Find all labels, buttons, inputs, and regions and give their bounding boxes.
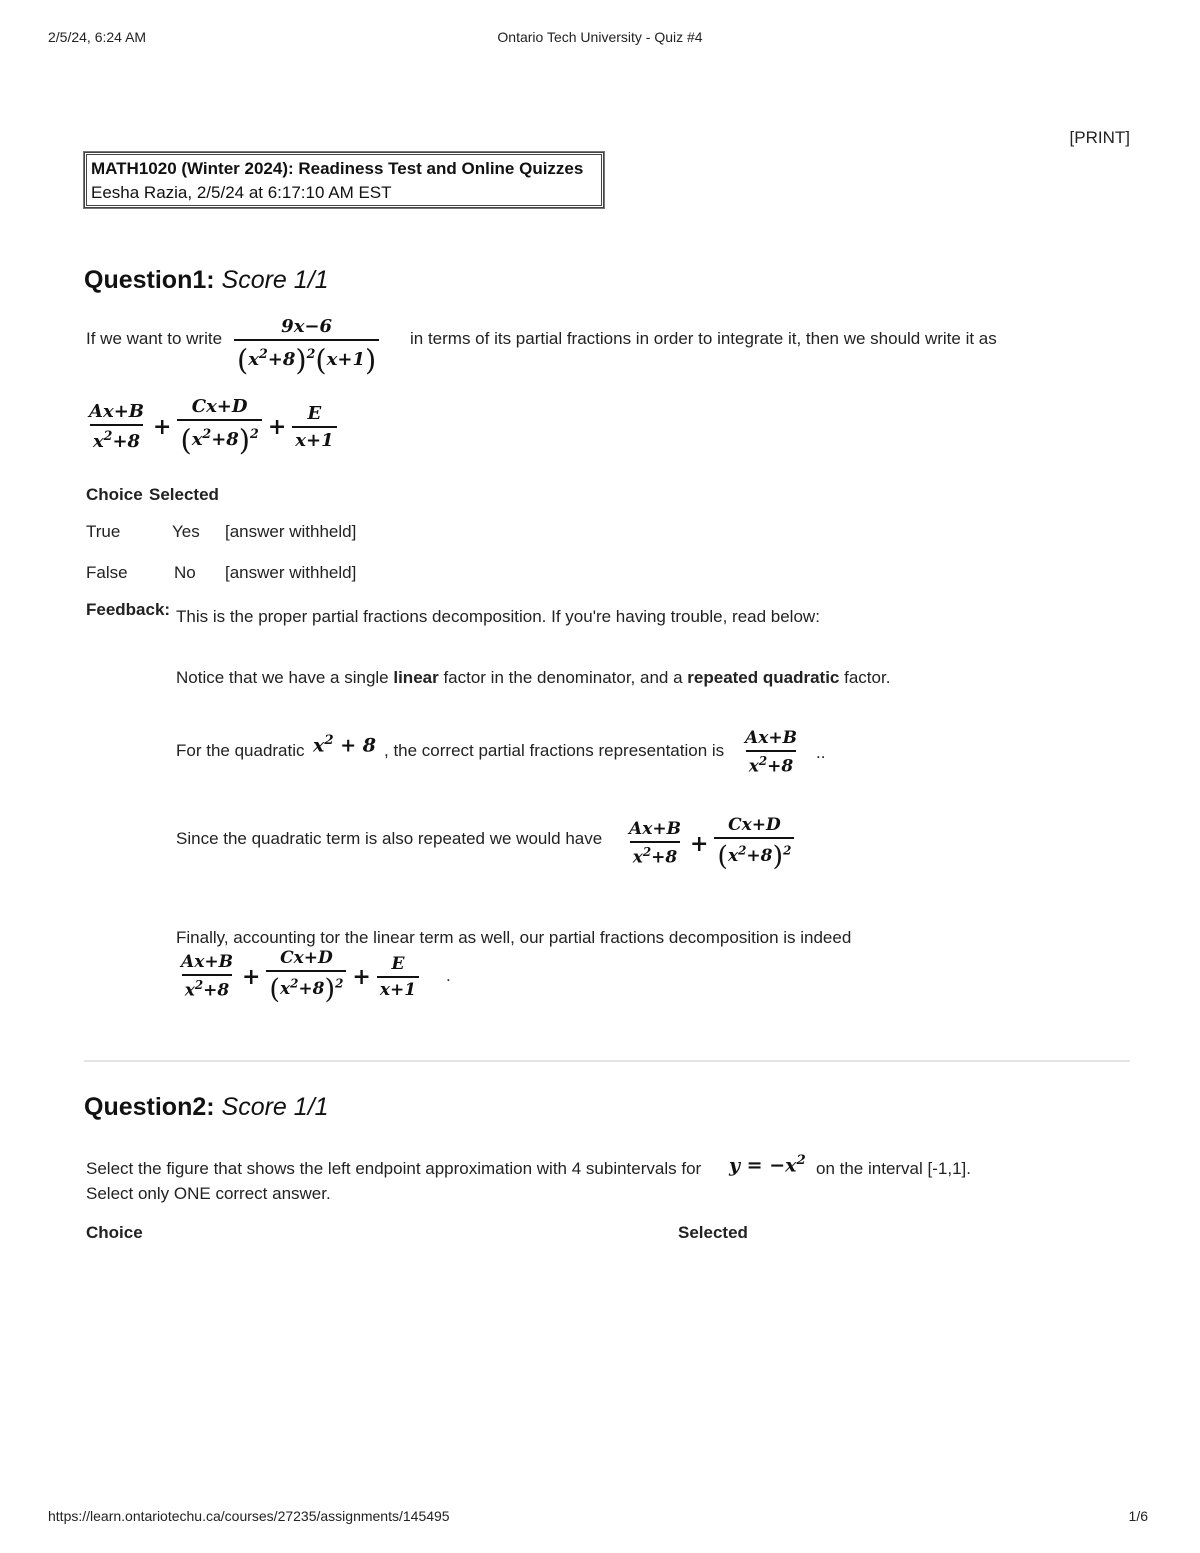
question-2-label: Question2: bbox=[84, 1093, 215, 1121]
question-2-score: Score 1/1 bbox=[221, 1093, 329, 1121]
print-link[interactable]: [PRINT] bbox=[1069, 128, 1130, 147]
feedback-factors-c: factor in the denominator, and a bbox=[438, 668, 688, 687]
course-title: MATH1020 (Winter 2024): Readiness Test and Online Quizzes bbox=[91, 159, 584, 178]
q1-prompt-start: If we want to write bbox=[86, 329, 223, 348]
feedback-factors bbox=[176, 668, 890, 688]
q2-col-selected: Selected bbox=[678, 1223, 748, 1242]
feedback-linear: linear bbox=[393, 668, 439, 687]
feedback-factors-e: factor. bbox=[839, 668, 891, 687]
question-divider bbox=[84, 1060, 1130, 1062]
q1-row-2-choice: False bbox=[86, 563, 128, 582]
q1-row-1-selected: Yes bbox=[172, 522, 200, 541]
feedback-repeated-quadratic: repeated quadratic bbox=[687, 668, 840, 687]
question-1-score: Score 1/1 bbox=[221, 266, 329, 294]
feedback-factors-a: Notice that we have a single bbox=[176, 668, 394, 687]
feedback-label: Feedback: bbox=[86, 600, 171, 619]
quadratic-expression: $x^2 + 8$ bbox=[313, 733, 376, 757]
repeated-representation: $\frac{Ax+B}{x^2+8}$ + $\frac{Cx+D}{(x^2+8)^2}$ bbox=[626, 815, 794, 872]
final-decomposition: $\frac{Ax+B}{x^2+8}$ + $\frac{Cx+D}{(x^2+8)^2}$ + $\frac{E}{x+1}$ bbox=[178, 948, 419, 1005]
feedback-final-end: . bbox=[446, 966, 451, 985]
q1-row-2-selected: No bbox=[174, 563, 196, 582]
q1-rational-function: $\frac{9x-6}{(x^2+8)^2(x+1)}$ bbox=[234, 316, 379, 377]
question-1-label: Question1: bbox=[84, 266, 215, 294]
q1-decomposition: $\frac{Ax+B}{x^2+8}$ + $\frac{Cx+D}{(x^2+8)^2}$ + $\frac{E}{x+1}$ bbox=[86, 396, 337, 457]
q2-instruction: Select only ONE correct answer. bbox=[86, 1184, 331, 1203]
course-info-box bbox=[84, 152, 604, 208]
student-attempt: Eesha Razia, 2/5/24 at 6:17:10 AM EST bbox=[91, 183, 392, 202]
q2-function: $y = -x^2$ bbox=[729, 1153, 806, 1177]
feedback-final: Finally, accounting tor the linear term as well, our partial fractions decomposition is indeed bbox=[176, 928, 852, 947]
feedback-quadratic-end: .. bbox=[816, 743, 826, 762]
question-2-heading bbox=[84, 1093, 329, 1122]
print-date: 2/5/24, 6:24 AM bbox=[48, 29, 147, 45]
question-1-heading bbox=[84, 266, 329, 295]
q1-row-1-answer: [answer withheld] bbox=[225, 522, 357, 541]
feedback-quadratic-post: , the correct partial fractions representation is bbox=[384, 741, 725, 760]
q1-row-2-answer: [answer withheld] bbox=[225, 563, 357, 582]
page-title: Ontario Tech University - Quiz #4 bbox=[497, 29, 703, 45]
q2-prompt-interval: on the interval [-1,1]. bbox=[816, 1159, 971, 1178]
q1-row-1-choice: True bbox=[86, 522, 121, 541]
q1-col-choice: Choice bbox=[86, 485, 143, 504]
quadratic-representation: $\frac{Ax+B}{x^2+8}$ bbox=[745, 728, 797, 777]
q1-prompt-end: in terms of its partial fractions in order to integrate it, then we should write it as bbox=[410, 329, 997, 348]
q1-col-selected: Selected bbox=[149, 485, 219, 504]
page-url: https://learn.ontariotechu.ca/courses/27235/assignments/145495 bbox=[48, 1508, 450, 1524]
feedback-repeated: Since the quadratic term is also repeated we would have bbox=[176, 829, 603, 848]
feedback-quadratic-pre: For the quadratic bbox=[176, 741, 305, 760]
feedback-intro: This is the proper partial fractions decomposition. If you're having trouble, read below: bbox=[176, 607, 820, 626]
q2-prompt-start: Select the figure that shows the left endpoint approximation with 4 subintervals for bbox=[86, 1159, 702, 1178]
q2-col-choice: Choice bbox=[86, 1223, 143, 1242]
page-number: 1/6 bbox=[1128, 1508, 1148, 1524]
